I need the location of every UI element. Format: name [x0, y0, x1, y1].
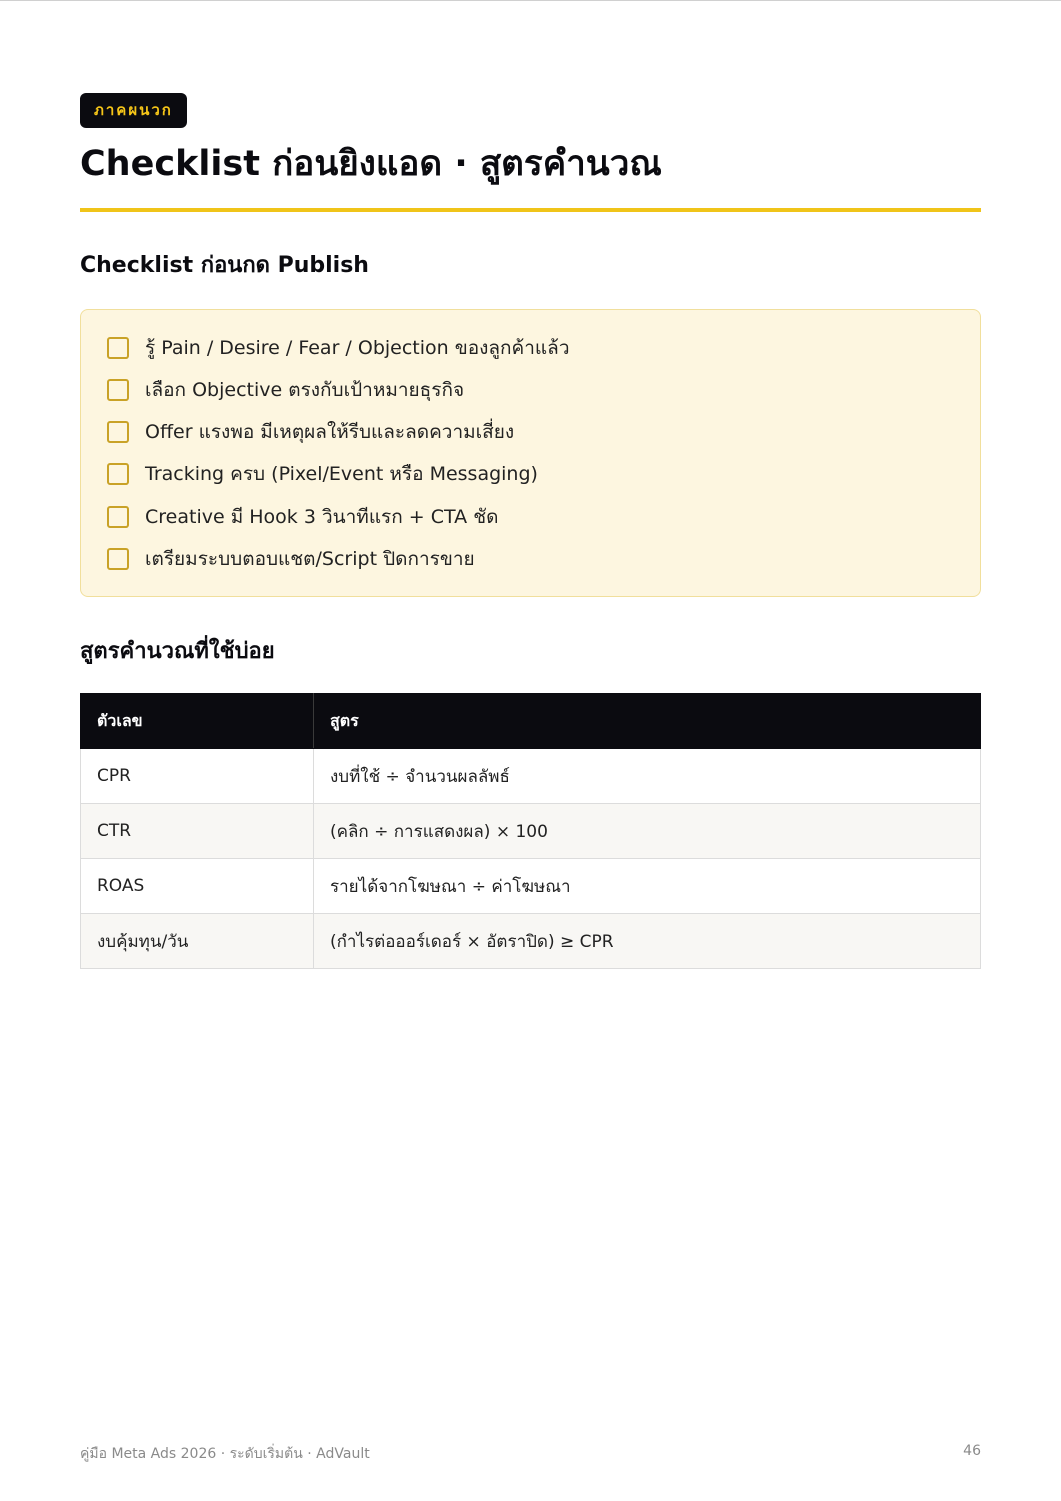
checklist-item-label: Tracking ครบ (Pixel/Event หรือ Messaging) [145, 463, 538, 485]
table-row [81, 859, 981, 914]
checklist-item[interactable] [107, 375, 464, 405]
footer-text: คู่มือ Meta Ads 2026 · ระดับเริ่มต้น · AdVault [80, 1446, 370, 1462]
formulas-heading: สูตรคำนวณที่ใช้บ่อย [80, 639, 275, 664]
formulas-table [80, 693, 981, 969]
table-row [81, 914, 981, 969]
checkbox-icon[interactable] [107, 379, 129, 401]
table-row [81, 804, 981, 859]
formula-cell: งบที่ใช้ ÷ จำนวนผลลัพธ์ [314, 749, 981, 804]
checklist-item-label: Creative มี Hook 3 วินาทีแรก + CTA ชัด [145, 506, 499, 528]
checkbox-icon[interactable] [107, 506, 129, 528]
title-divider [80, 208, 981, 212]
metric-cell: งบคุ้มทุน/วัน [81, 914, 314, 969]
checklist-heading: Checklist ก่อนกด Publish [80, 253, 369, 278]
metric-cell: CPR [81, 749, 314, 804]
checkbox-icon[interactable] [107, 337, 129, 359]
checkbox-icon[interactable] [107, 548, 129, 570]
column-header-metric: ตัวเลข [81, 694, 314, 749]
checklist-item[interactable] [107, 502, 498, 532]
checklist-item-label: เลือก Objective ตรงกับเป้าหมายธุรกิจ [145, 379, 465, 401]
checklist-item[interactable] [107, 417, 514, 447]
page-number: 46 [963, 1443, 981, 1459]
metric-cell: CTR [81, 804, 314, 859]
table-row [81, 749, 981, 804]
formula-cell: (กำไรต่อออร์เดอร์ × อัตราปิด) ≥ CPR [314, 914, 981, 969]
table-header-row [81, 694, 981, 749]
formula-cell: (คลิก ÷ การแสดงผล) × 100 [314, 804, 981, 859]
checkbox-icon[interactable] [107, 463, 129, 485]
section-badge: ภาคผนวก [80, 93, 187, 128]
checklist-panel [80, 309, 981, 597]
checklist-item[interactable] [107, 544, 475, 574]
page-title: Checklist ก่อนยิงแอด · สูตรคำนวณ [80, 144, 662, 184]
checkbox-icon[interactable] [107, 421, 129, 443]
checklist-item[interactable] [107, 333, 570, 363]
formula-cell: รายได้จากโฆษณา ÷ ค่าโฆษณา [314, 859, 981, 914]
checklist-item[interactable] [107, 459, 538, 489]
checklist-item-label: Offer แรงพอ มีเหตุผลให้รีบและลดความเสี่ยง [145, 421, 515, 443]
column-header-formula: สูตร [314, 694, 981, 749]
checklist-item-label: เตรียมระบบตอบแชต/Script ปิดการขาย [145, 548, 475, 570]
metric-cell: ROAS [81, 859, 314, 914]
checklist-item-label: รู้ Pain / Desire / Fear / Objection ของลูกค้าแล้ว [145, 337, 570, 359]
